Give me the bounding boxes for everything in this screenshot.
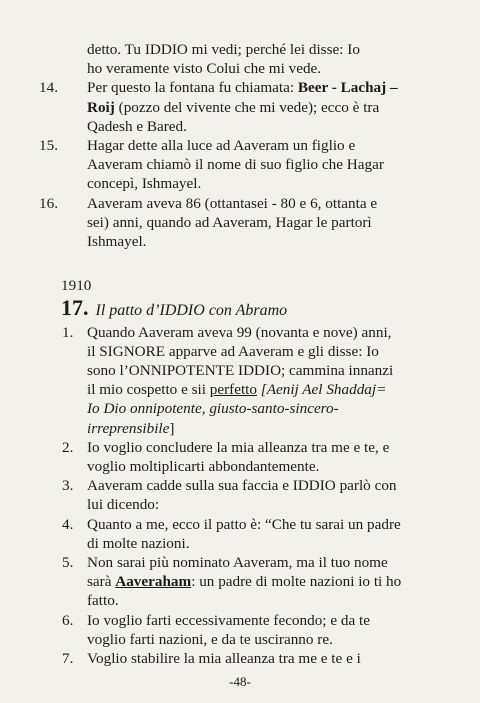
verse-17-4 [62, 515, 402, 553]
verse-text-pre: Quando Aaveram aveva 99 (novanta e nove) anni, il SIGNORE apparve ad Aaveram e gli disse: Io sono l’ONNIPOTENTE IDDIO; cammina innanzi il mio cospetto e sii [87, 323, 394, 399]
verse-17-7 [62, 649, 402, 668]
verse-text: Io voglio farti eccessivamente fecondo; e da te voglio farti nazioni, e da te usciranno re. [87, 611, 370, 648]
chapter-number: 17. [61, 295, 89, 321]
page-number: -48- [229, 674, 251, 689]
verse-17-6 [62, 611, 402, 649]
verse-text: Hagar dette alla luce ad Aaveram un figlio e Aaveram chiamò il nome di suo figlio che Hagar concepì, Ishmayel. [87, 137, 384, 193]
verse-text-post: : un padre di molte nazioni io ti ho fatto. [87, 573, 402, 610]
verse-number: 3. [62, 477, 74, 495]
verse-text-italic: [Aenij Ael Shaddaj= Io Dio onnipotente, giusto-santo-sincero- irreprensibile [87, 381, 387, 437]
verse-number: 5. [62, 554, 74, 572]
verse-text-pre: Per questo la fontana fu chiamata: [87, 79, 298, 97]
verse-16-15 [39, 136, 402, 194]
year-label: 1910 [61, 277, 92, 295]
verse-number: 7. [62, 650, 74, 668]
chapter-title: Il patto d’IDDIO con Abramo [95, 302, 288, 320]
verse-text: Voglio stabilire la mia alleanza tra me e te e i [87, 650, 361, 668]
continuation-line-2: ho veramente visto Colui che mi vede. [87, 60, 322, 78]
verse-text: Aaveram aveva 86 (ottantasei - 80 e 6, ottanta e sei) anni, quando ad Aaveram, Hagar le partorì Ishmayel. [87, 194, 378, 251]
verse-text-bold-underline: Aaveraham [115, 573, 192, 591]
verse-number: 15. [39, 137, 58, 155]
verse-number: 2. [62, 438, 74, 456]
verse-number: 14. [39, 79, 58, 97]
verse-number: 4. [62, 515, 74, 533]
verse-17-2 [62, 438, 402, 476]
verse-16-14 [39, 78, 402, 136]
verse-17-3 [62, 476, 402, 514]
verse-17-1 [62, 323, 402, 438]
verse-number: 1. [62, 323, 74, 341]
previous-verse-continuation [62, 40, 402, 78]
verse-16-16 [39, 194, 402, 252]
verse-17-5 [62, 553, 402, 611]
verse-text-pre: Non sarai più nominato Aaveram, ma il tuo nome sarà [87, 554, 388, 591]
verse-text-bold: Beer - Lachaj – Roij [87, 79, 398, 116]
verse-text-underline: perfetto [209, 381, 257, 399]
verse-text-post: ] [169, 419, 175, 437]
continuation-line-1: detto. Tu IDDIO mi vedi; perché lei disse: Io [87, 41, 360, 58]
verse-text: Aaveram cadde sulla sua faccia e IDDIO parlò con lui dicendo: [87, 477, 397, 514]
chapter-heading [61, 295, 402, 321]
verse-number: 16. [39, 194, 58, 212]
verse-number: 6. [62, 611, 74, 629]
verse-text: Io voglio concludere la mia alleanza tra me e te, e voglio moltiplicarti abbondantemente. [87, 438, 390, 476]
text-column [39, 40, 402, 668]
verse-text: Quanto a me, ecco il patto è: “Che tu sarai un padre di molte nazioni. [87, 515, 401, 552]
verse-text-post: (pozzo del vivente che mi vede); ecco è tra Qadesh e Bared. [87, 98, 380, 135]
